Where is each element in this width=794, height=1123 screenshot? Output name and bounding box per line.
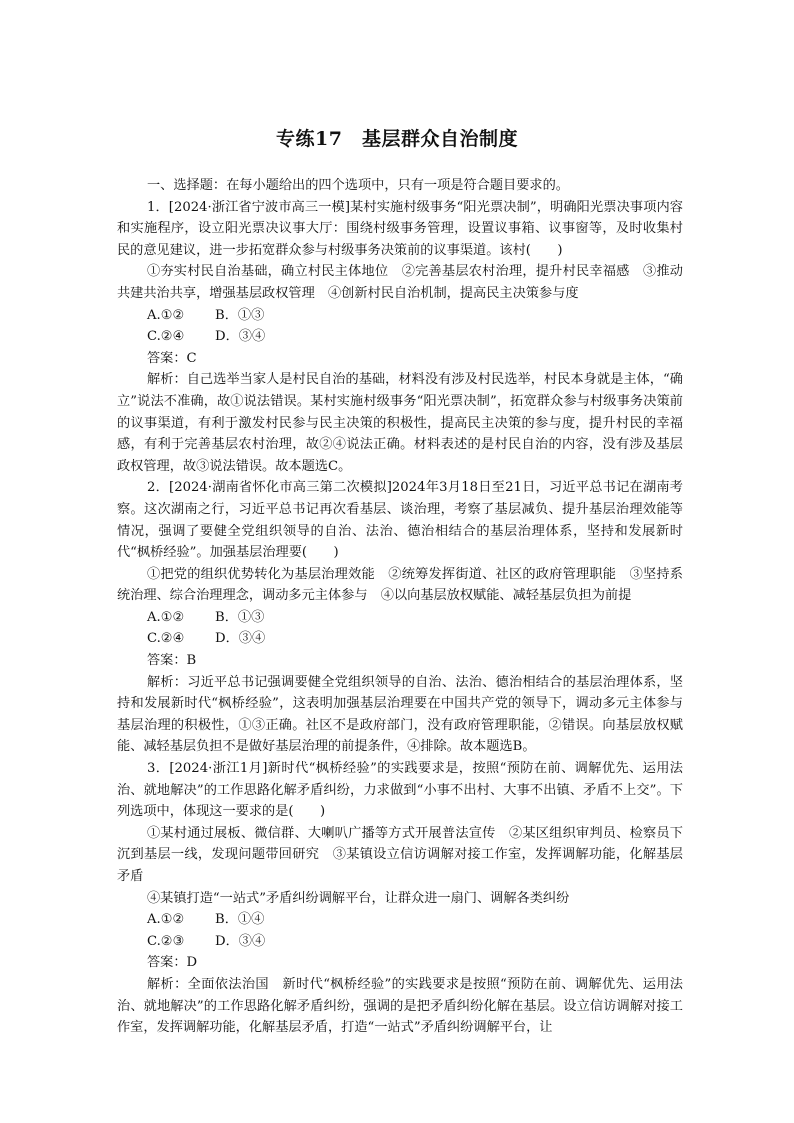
question-2-options-row-1 bbox=[117, 607, 683, 629]
question-3-analysis: 解析：全面依法治国 新时代“枫桥经验”的实践要求是按照“预防在前、调解优先、运用法治、就地解决”的工作思路化解矛盾纠纷，强调的是把矛盾纠纷化解在基层。设立信访调解对接工作室，发挥调解功能，化解基层矛盾，打造“一站式”矛盾纠纷调解平台，让 bbox=[117, 976, 683, 1036]
question-3-options-row-2 bbox=[117, 931, 683, 953]
question-3-option-b: B．①④ bbox=[215, 912, 265, 928]
question-1-analysis: 解析：自己选举当家人是村民自治的基础，材料没有涉及村民选举，村民本身就是主体，“确立”说法不准确，故①说法错误。某村实施村级事务“阳光票决制”，拓宽群众参与村级事务决策前的议事渠道，有利于激发村民参与民主决策的积极性，提高民主决策的参与度，提升村民的幸福感，有利于完善基层农村治理，故②④说法正确。材料表述的是村民自治的内容，没有涉及基层政权管理，故③说法错误。故本题选C。 bbox=[117, 372, 683, 474]
question-1-stem: 1．[2024·浙江省宁波市高三一模]某村实施村级事务“阳光票决制”，明确阳光票决事项内容和实施程序，设立阳光票决议事大厅：围绕村级事务管理，设置议事箱、议事窗等，及时收集村民的意见建议，进一步拓宽群众参与村级事务决策前的议事渠道。该村( ) bbox=[117, 199, 683, 258]
question-3-option-d: D．③④ bbox=[215, 933, 266, 949]
question-2-analysis: 解析：习近平总书记强调要健全党组织领导的自治、法治、德治相结合的基层治理体系，坚持和发展新时代“枫桥经验”，这表明加强基层治理要在中国共产党的领导下，调动多元主体参与基层治理的积极性，①③正确。社区不是政府部门，没有政府管理职能，②错误。向基层放权赋能、减轻基层负担不是做好基层治理的前提条件，④排除。故本题选B。 bbox=[117, 674, 683, 755]
question-2-items: ①把党的组织优势转化为基层治理效能 ②统筹发挥街道、社区的政府管理职能 ③坚持系统治理、综合治理理念，调动多元主体参与 ④以向基层放权赋能、减轻基层负担为前提 bbox=[117, 566, 683, 604]
question-1-option-c: C.②④ bbox=[147, 329, 185, 345]
question-3-option-c: C.②③ bbox=[147, 933, 185, 949]
question-1-option-b: B．①③ bbox=[215, 307, 265, 323]
question-3-options-row-1 bbox=[117, 909, 683, 931]
question-3-answer: 答案：D bbox=[147, 955, 198, 971]
section-heading: 一、选择题：在每小题给出的四个选项中，只有一项是符合题目要求的。 bbox=[147, 178, 569, 193]
question-2-options-row-2 bbox=[117, 628, 683, 650]
question-1-options-row-1 bbox=[117, 305, 683, 327]
question-1-option-a: A.①② bbox=[147, 307, 185, 323]
question-3-stem: 3．[2024·浙江1月]新时代“枫桥经验”的实践要求是，按照“预防在前、调解优先、运用法治、就地解决”的工作思路化解矛盾纠纷，力求做到“小事不出村、大事不出镇、矛盾不上交”。下列选项中，体现这一要求的是( ) bbox=[117, 761, 683, 820]
question-1-option-d: D．③④ bbox=[215, 329, 266, 345]
question-1-answer: 答案：C bbox=[147, 350, 197, 366]
question-3-items-continued: ④某镇打造“一站式”矛盾纠纷调解平台，让群众进一扇门、调解各类纠纷 bbox=[147, 890, 570, 906]
question-2-option-c: C.②④ bbox=[147, 631, 185, 647]
question-1-items: ①夯实村民自治基础，确立村民主体地位 ②完善基层农村治理，提升村民幸福感 ③推动共建共治共享，增强基层政权管理 ④创新村民自治机制，提高民主决策参与度 bbox=[117, 264, 683, 301]
question-2-answer: 答案：B bbox=[147, 653, 197, 669]
question-2-option-a: A.①② bbox=[147, 609, 185, 625]
question-2-option-d: D．③④ bbox=[215, 631, 266, 647]
page-title: 专练17 基层群众自治制度 bbox=[276, 128, 518, 150]
question-3-items: ①某村通过展板、微信群、大喇叭广播等方式开展普法宣传 ②某区组织审判员、检察员下沉到基层一线，发现问题带回研究 ③某镇设立信访调解对接工作室，发挥调解功能，化解基层矛盾 bbox=[117, 825, 683, 884]
question-2-stem: 2．[2024·湖南省怀化市高三第二次模拟]2024年3月18日至21日，习近平总书记在湖南考察。这次湖南之行，习近平总书记再次看基层、谈治理，考察了基层减负、提升基层治理效能等情况，强调了要健全党组织领导的自治、法治、德治相结合的基层治理体系，坚持和发展新时代“枫桥经验”。加强基层治理要( ) bbox=[117, 480, 683, 561]
question-1-options-row-2 bbox=[117, 326, 683, 348]
question-2-option-b: B．①③ bbox=[215, 609, 265, 625]
document-body bbox=[117, 175, 683, 1039]
question-3-option-a: A.①② bbox=[147, 912, 185, 928]
